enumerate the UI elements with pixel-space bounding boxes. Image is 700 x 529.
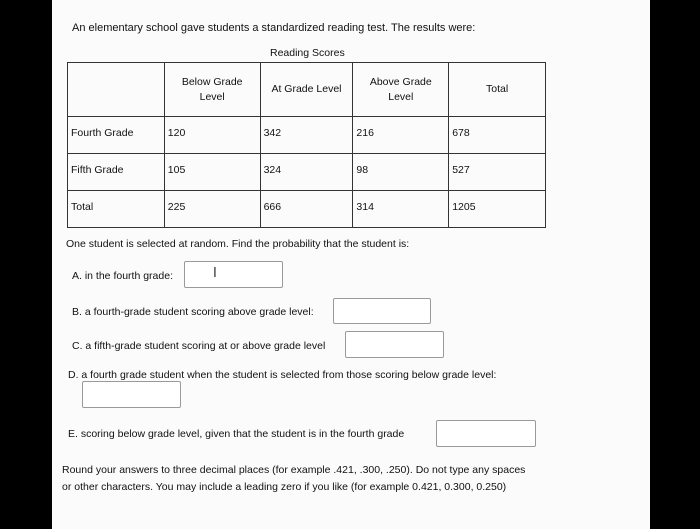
instruction-line-1: Round your answers to three decimal places (for example .421, .300, .250). Do not type any spaces xyxy=(62,464,526,476)
table-cell: 666 xyxy=(260,191,353,228)
table-cell: 225 xyxy=(164,191,260,228)
answer-d-input[interactable] xyxy=(82,381,181,408)
table-cell: 105 xyxy=(164,154,260,191)
reading-scores-table xyxy=(67,62,546,228)
rounding-instructions xyxy=(62,462,525,496)
row-label: Fourth Grade xyxy=(68,117,165,154)
header-corner xyxy=(68,63,165,117)
row-label: Total xyxy=(68,191,165,228)
text-cursor: I xyxy=(213,266,217,281)
table-cell: 678 xyxy=(449,117,546,154)
answer-e-input[interactable] xyxy=(436,420,536,447)
table-header-row xyxy=(68,63,546,117)
answer-a-input[interactable] xyxy=(184,261,283,288)
question-b-label: B. a fourth-grade student scoring above grade level: xyxy=(72,306,314,318)
table-row xyxy=(68,154,546,191)
table-row xyxy=(68,191,546,228)
table-cell: 120 xyxy=(164,117,260,154)
table-cell: 342 xyxy=(260,117,353,154)
table-cell: 216 xyxy=(353,117,449,154)
question-c-label: C. a fifth-grade student scoring at or above grade level xyxy=(72,340,326,352)
instruction-line-2: or other characters. You may include a leading zero if you like (for example 0.421, 0.300, 0.250) xyxy=(62,481,507,493)
question-a-label: A. in the fourth grade: xyxy=(72,270,173,282)
row-label: Fifth Grade xyxy=(68,154,165,191)
table-cell: 527 xyxy=(449,154,546,191)
question-e-label: E. scoring below grade level, given that the student is in the fourth grade xyxy=(68,428,405,440)
table-cell: 1205 xyxy=(449,191,546,228)
table-caption: Reading Scores xyxy=(270,47,345,59)
answer-c-input[interactable] xyxy=(345,331,444,358)
header-total: Total xyxy=(449,63,546,117)
table-cell: 314 xyxy=(353,191,449,228)
question-prompt: One student is selected at random. Find the probability that the student is: xyxy=(66,238,410,250)
table-cell: 324 xyxy=(260,154,353,191)
header-at-grade: At Grade Level xyxy=(260,63,353,117)
answer-b-input[interactable] xyxy=(333,298,431,324)
header-above-grade: Above Grade Level xyxy=(353,63,449,117)
table-cell: 98 xyxy=(353,154,449,191)
header-below-grade: Below Grade Level xyxy=(164,63,260,117)
table-row xyxy=(68,117,546,154)
question-d-label: D. a fourth grade student when the student is selected from those scoring below grade level: xyxy=(68,369,497,381)
problem-intro: An elementary school gave students a standardized reading test. The results were: xyxy=(72,22,476,34)
